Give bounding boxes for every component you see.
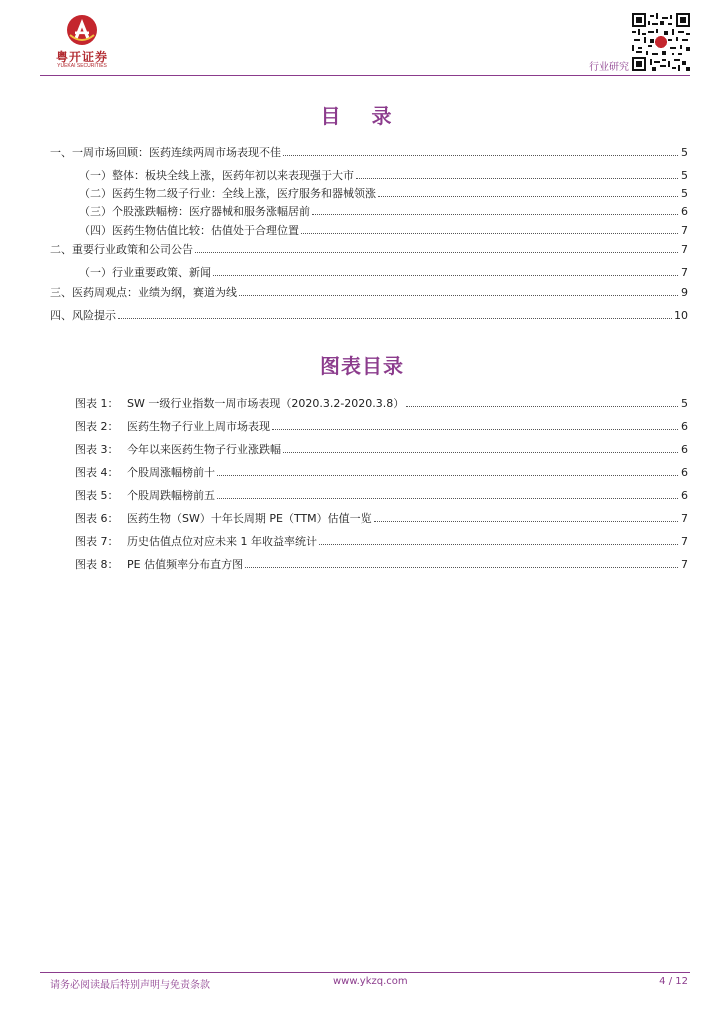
figure-entry-text: 个股周涨幅榜前十 — [127, 466, 215, 479]
figure-label: 图表 8： — [75, 558, 119, 571]
toc-entry-page: 7 — [681, 243, 688, 256]
figure-entry-text: 历史估值点位对应未来 1 年收益率统计 — [127, 535, 317, 548]
toc-entry-text: （二）医药生物二级子行业：全线上涨，医疗服务和器械领涨 — [79, 187, 376, 200]
toc-entry-page: 6 — [681, 205, 688, 218]
toc-entry-page: 5 — [681, 169, 688, 182]
logo-text: 粤开证券 — [55, 50, 108, 64]
dot-leader — [213, 264, 678, 276]
footer-disclaimer: 请务必阅读最后特别声明与免责条款 — [50, 980, 210, 991]
figure-entry-page: 5 — [681, 397, 688, 410]
dot-leader — [217, 464, 678, 476]
toc-entry[interactable] — [50, 284, 688, 298]
dot-leader — [245, 556, 678, 568]
figure-entry-text: 个股周跌幅榜前五 — [127, 489, 215, 502]
figure-entry[interactable] — [75, 487, 688, 501]
dot-leader — [239, 284, 678, 296]
figure-entry-page: 6 — [681, 489, 688, 502]
toc-entry-text: 二、重要行业政策和公司公告 — [50, 243, 193, 256]
toc-entry[interactable] — [79, 203, 688, 217]
toc-entry-page: 7 — [681, 266, 688, 279]
dot-leader — [283, 144, 678, 156]
figure-label: 图表 6： — [75, 512, 119, 525]
toc-entry[interactable] — [79, 167, 688, 181]
toc-entry[interactable] — [79, 222, 688, 236]
toc-entry[interactable] — [79, 264, 688, 278]
figure-label: 图表 2： — [75, 420, 119, 433]
toc-title: 目 录 — [320, 104, 404, 128]
dot-leader — [118, 307, 672, 319]
toc-entry-text: 一、一周市场回顾：医药连续两周市场表现不佳 — [50, 146, 281, 159]
footer-page-number: 4 / 12 — [659, 976, 688, 987]
figure-entry[interactable] — [75, 464, 688, 478]
dot-leader — [319, 533, 678, 545]
figure-entry-page: 6 — [681, 420, 688, 433]
dot-leader — [217, 487, 678, 499]
figure-entry[interactable] — [75, 418, 688, 432]
figure-label: 图表 3： — [75, 443, 119, 456]
toc-entry[interactable] — [50, 241, 688, 255]
figure-entry[interactable] — [75, 441, 688, 455]
logo-subtitle: YUEKAI SECURITIES — [57, 63, 107, 69]
toc-entry-page: 5 — [681, 187, 688, 200]
figure-entry-page: 6 — [681, 443, 688, 456]
report-type-label: 行业研究 — [589, 62, 629, 73]
figure-entry-text: 今年以来医药生物子行业涨跌幅 — [127, 443, 281, 456]
toc-entry-text: （三）个股涨跌幅榜：医疗器械和服务涨幅居前 — [79, 205, 310, 218]
toc-entry[interactable] — [50, 144, 688, 158]
company-logo — [50, 14, 114, 69]
toc-entry-page: 9 — [681, 286, 688, 299]
toc-entry-page: 10 — [674, 309, 688, 322]
dot-leader — [356, 167, 678, 179]
dot-leader — [406, 395, 678, 407]
toc-entry[interactable] — [50, 307, 688, 321]
toc-entry-text: （四）医药生物估值比较：估值处于合理位置 — [79, 224, 299, 237]
figure-entry[interactable] — [75, 556, 688, 570]
toc-entry[interactable] — [79, 185, 688, 199]
toc-entry-text: 三、医药周观点：业绩为纲，赛道为线 — [50, 286, 237, 299]
toc-entry-text: （一）整体：板块全线上涨，医药年初以来表现强于大市 — [79, 169, 354, 182]
figure-label: 图表 1： — [75, 397, 119, 410]
qr-code-icon — [632, 13, 690, 71]
toc-entry-page: 7 — [681, 224, 688, 237]
figure-entry[interactable] — [75, 533, 688, 547]
dot-leader — [374, 510, 678, 522]
figure-entry-text: 医药生物（SW）十年长周期 PE（TTM）估值一览 — [127, 512, 372, 525]
header-rule — [40, 75, 690, 76]
footer-rule — [40, 972, 690, 973]
figure-entry-page: 7 — [681, 535, 688, 548]
figure-entry-text: SW 一级行业指数一周市场表现（2020.3.2-2020.3.8） — [127, 397, 405, 410]
yuekai-logo-icon — [66, 14, 98, 46]
figure-label: 图表 4： — [75, 466, 119, 479]
figure-label: 图表 7： — [75, 535, 119, 548]
figure-entry-text: PE 估值频率分布直方图 — [127, 558, 244, 571]
dot-leader — [301, 222, 678, 234]
figure-entry[interactable] — [75, 510, 688, 524]
figure-entry-text: 医药生物子行业上周市场表现 — [127, 420, 270, 433]
figure-entry-page: 6 — [681, 466, 688, 479]
figure-entry-page: 7 — [681, 512, 688, 525]
figure-entry-page: 7 — [681, 558, 688, 571]
toc-entry-text: 四、风险提示 — [50, 309, 116, 322]
figure-entry[interactable] — [75, 395, 688, 409]
figure-list-title: 图表目录 — [320, 354, 404, 378]
dot-leader — [283, 441, 678, 453]
dot-leader — [312, 203, 678, 215]
toc-entry-page: 5 — [681, 146, 688, 159]
dot-leader — [378, 185, 678, 197]
toc-entry-text: （一）行业重要政策、新闻 — [79, 266, 211, 279]
footer-url-link[interactable]: www.ykzq.com — [333, 976, 408, 987]
dot-leader — [272, 418, 678, 430]
dot-leader — [195, 241, 678, 253]
figure-label: 图表 5： — [75, 489, 119, 502]
